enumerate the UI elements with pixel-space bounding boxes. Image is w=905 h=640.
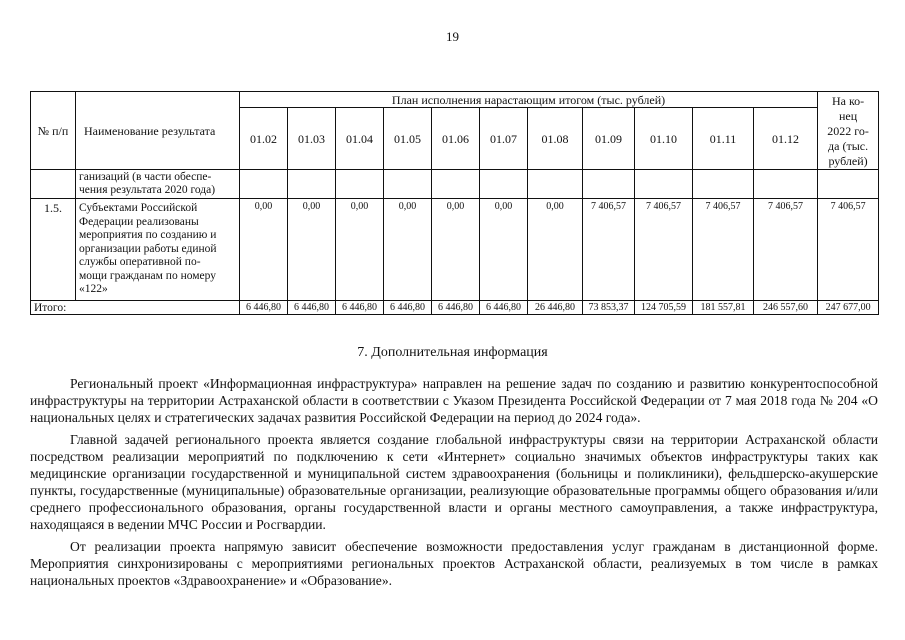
- month-header: 01.05: [384, 108, 432, 170]
- month-header: 01.03: [288, 108, 336, 170]
- total-final-cell: 247 677,00: [818, 301, 879, 315]
- total-value-cell: 6 446,80: [384, 301, 432, 315]
- continuation-line: ганизаций (в части обеспе-: [79, 171, 212, 183]
- paragraph: Региональный проект «Информационная инфраструктура» направлен на решение задач по созданию и развитию конкурентоспособной инфраструктуры на территории Астраханской области в соответствии с Указом Президента Российской Федерации от 7 мая 2018 года № 204 «О национальных целях и стратегических задачах развития Российской Федерации на период до 2024 года».: [30, 376, 878, 425]
- month-header: 01.09: [583, 108, 635, 170]
- column-header-num: № п/п: [31, 92, 76, 170]
- empty-cell: [288, 170, 336, 199]
- empty-cell: [480, 170, 528, 199]
- final-header-line: 2022 го-: [827, 124, 869, 138]
- value-cell: 0,00: [480, 199, 528, 301]
- value-cell: 0,00: [528, 199, 583, 301]
- empty-cell: [432, 170, 480, 199]
- month-header: 01.02: [240, 108, 288, 170]
- paragraph: От реализации проекта напрямую зависит обеспечение возможности предоставления услуг гражданам в дистанционной форме. Мероприятия синхронизированы с мероприятиями региональных проектов Астраханской области, реализуемых в том числе в рамках национальных проектов «Здравоохранение» и «Образование».: [30, 539, 878, 588]
- value-cell: 0,00: [240, 199, 288, 301]
- continuation-line: чения результата 2020 года): [79, 184, 216, 196]
- row-number: 1.5.: [31, 199, 76, 301]
- empty-cell: [754, 170, 818, 199]
- month-header: 01.06: [432, 108, 480, 170]
- empty-cell: [693, 170, 754, 199]
- continuation-num-cell: [31, 170, 76, 199]
- table-row: [31, 199, 879, 301]
- row-name-line: мощи гражданам по номеру: [79, 269, 216, 282]
- final-header-line: нец: [838, 109, 858, 123]
- month-header: 01.04: [336, 108, 384, 170]
- month-header: 01.10: [635, 108, 693, 170]
- row-name: [76, 199, 240, 301]
- total-value-cell: 6 446,80: [480, 301, 528, 315]
- paragraph: Главной задачей регионального проекта является создание глобальной инфраструктуры связи на территории Астраханской области посредством реализации мероприятий по подключению к сети «Интернет» социально значимых объектов инфраструктуры таких как медицинские организации государственной и муниципальной систем здравоохранения (больницы и поликлиники), фельдшерско-акушерские пункты, государственные (муниципальные) образовательные организации, реализующие образовательные программы общего образования и/или среднего профессионального образования, органы государственной власти и органы местного самоуправления, а также инфраструктура, находящаяся в ведении МЧС России и Росгвардии.: [30, 432, 878, 532]
- final-header-line: рублей): [828, 154, 868, 168]
- month-header: 01.08: [528, 108, 583, 170]
- row-name-line: мероприятия по созданию и: [79, 229, 217, 241]
- row-name-line: «122»: [79, 283, 108, 295]
- total-row: [31, 301, 879, 315]
- total-value-cell: 26 446,80: [528, 301, 583, 315]
- column-header-name: Наименование результата: [76, 92, 240, 170]
- month-header: 01.07: [480, 108, 528, 170]
- value-cell: 0,00: [288, 199, 336, 301]
- month-header: 01.12: [754, 108, 818, 170]
- row-name-line: Субъектами Российской: [79, 202, 198, 214]
- final-header-line: На ко-: [831, 94, 865, 108]
- value-cell: 7 406,57: [693, 199, 754, 301]
- plan-table: [30, 91, 879, 315]
- total-label: Итого:: [31, 301, 240, 315]
- column-header-final: [818, 92, 879, 170]
- empty-cell: [635, 170, 693, 199]
- empty-cell: [336, 170, 384, 199]
- row-name-line: службы оперативной по-: [79, 256, 201, 268]
- empty-cell: [583, 170, 635, 199]
- continuation-row: [31, 170, 879, 199]
- header-row-top: [31, 92, 879, 108]
- row-name-line: организации работы единой: [79, 242, 217, 255]
- column-header-plan: План исполнения нарастающим итогом (тыс. рублей): [240, 92, 818, 108]
- total-value-cell: 6 446,80: [336, 301, 384, 315]
- value-cell: 0,00: [336, 199, 384, 301]
- value-cell: 7 406,57: [583, 199, 635, 301]
- value-cell: 0,00: [432, 199, 480, 301]
- final-value-cell: 7 406,57: [818, 199, 879, 301]
- row-name-line: Федерации реализованы: [79, 215, 199, 228]
- empty-cell: [528, 170, 583, 199]
- total-value-cell: 6 446,80: [240, 301, 288, 315]
- empty-cell: [818, 170, 879, 199]
- value-cell: 7 406,57: [635, 199, 693, 301]
- body-text: [30, 375, 878, 594]
- value-cell: 0,00: [384, 199, 432, 301]
- value-cell: 7 406,57: [754, 199, 818, 301]
- total-value-cell: 73 853,37: [583, 301, 635, 315]
- page-number: 19: [446, 29, 459, 44]
- total-value-cell: 124 705,59: [635, 301, 693, 315]
- empty-cell: [384, 170, 432, 199]
- total-value-cell: 6 446,80: [288, 301, 336, 315]
- continuation-name-cell: [76, 170, 240, 199]
- total-value-cell: 246 557,60: [754, 301, 818, 315]
- total-value-cell: 181 557,81: [693, 301, 754, 315]
- final-header-line: да (тыс.: [828, 139, 869, 153]
- total-value-cell: 6 446,80: [432, 301, 480, 315]
- month-header: 01.11: [693, 108, 754, 170]
- empty-cell: [240, 170, 288, 199]
- section-title: 7. Дополнительная информация: [357, 345, 548, 360]
